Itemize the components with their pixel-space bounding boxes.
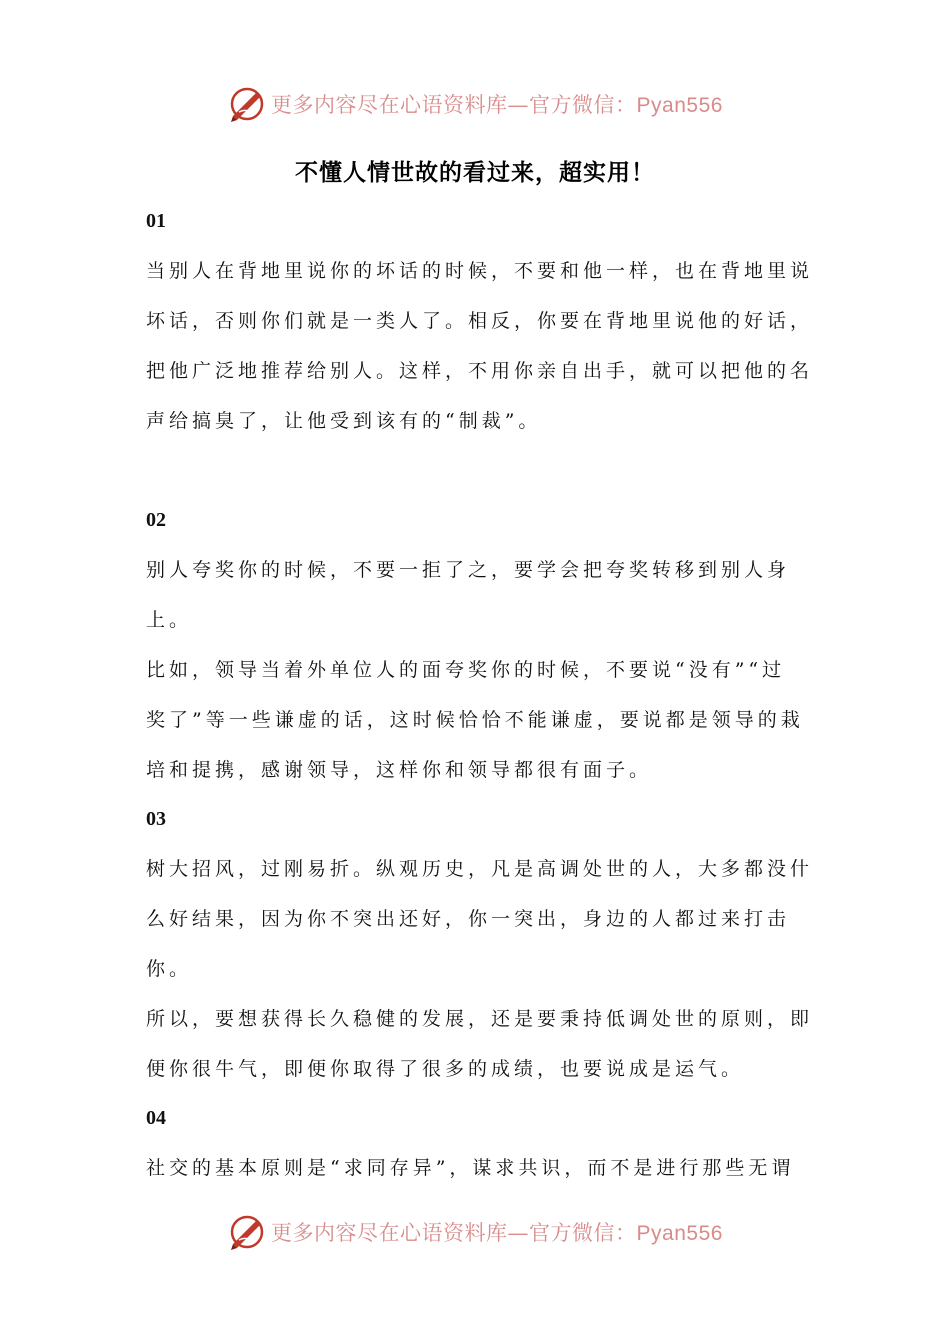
section-text: 当别人在背地里说你的坏话的时候，不要和他一样，也在背地里说 坏话，否则你们就是一类人了。相反，你要在背地里说他的好话， 把他广泛地推荐给别人。这样，不用你亲自出手，就可以把他的名 声给搞臭了，让他受到该有的“制裁”。 (146, 260, 814, 432)
section-text: 社交的基本原则是“求同存异”，谋求共识，而不是进行那些无谓 (146, 1157, 795, 1179)
pen-logo-icon (227, 84, 267, 124)
section-text: 树大招风，过刚易折。纵观历史，凡是高调处世的人，大多都没什 么好结果，因为你不突出还好，你一突出，身边的人都过来打击你。 所以，要想获得长久稳健的发展，还是要秉持低调处世的原则，即 便你很牛气，即便你取得了很多的成绩，也要说成是运气。 (146, 858, 814, 1080)
section-number: 04 (146, 1107, 166, 1129)
section-number: 02 (146, 509, 166, 531)
footer-banner-text (271, 1217, 723, 1247)
header-banner-text (271, 89, 723, 119)
header-banner (0, 82, 950, 126)
section-number: 03 (146, 808, 166, 830)
header-banner-id: Pyan556 (636, 94, 723, 117)
section-03 (146, 794, 826, 1094)
section-02 (146, 495, 826, 795)
page-title: 不懂人情世故的看过来，超实用！ (295, 159, 655, 186)
header-banner-cn: 更多内容尽在心语资料库—官方微信： (271, 93, 637, 117)
section-04 (146, 1093, 826, 1193)
pen-logo-icon (227, 1212, 267, 1252)
footer-banner (0, 1210, 950, 1254)
section-text: 别人夸奖你的时候，不要一拒了之，要学会把夸奖转移到别人身上。 比如，领导当着外单位人的面夸奖你的时候，不要说“没有”“过 奖了”等一些谦虚的话，这时候恰恰不能谦虚，要说都是领导的栽 培和提携，感谢领导，这样你和领导都很有面子。 (146, 559, 804, 781)
footer-banner-id: Pyan556 (636, 1222, 723, 1245)
section-number: 01 (146, 210, 166, 232)
section-01 (146, 196, 826, 446)
footer-banner-cn: 更多内容尽在心语资料库—官方微信： (271, 1221, 637, 1245)
